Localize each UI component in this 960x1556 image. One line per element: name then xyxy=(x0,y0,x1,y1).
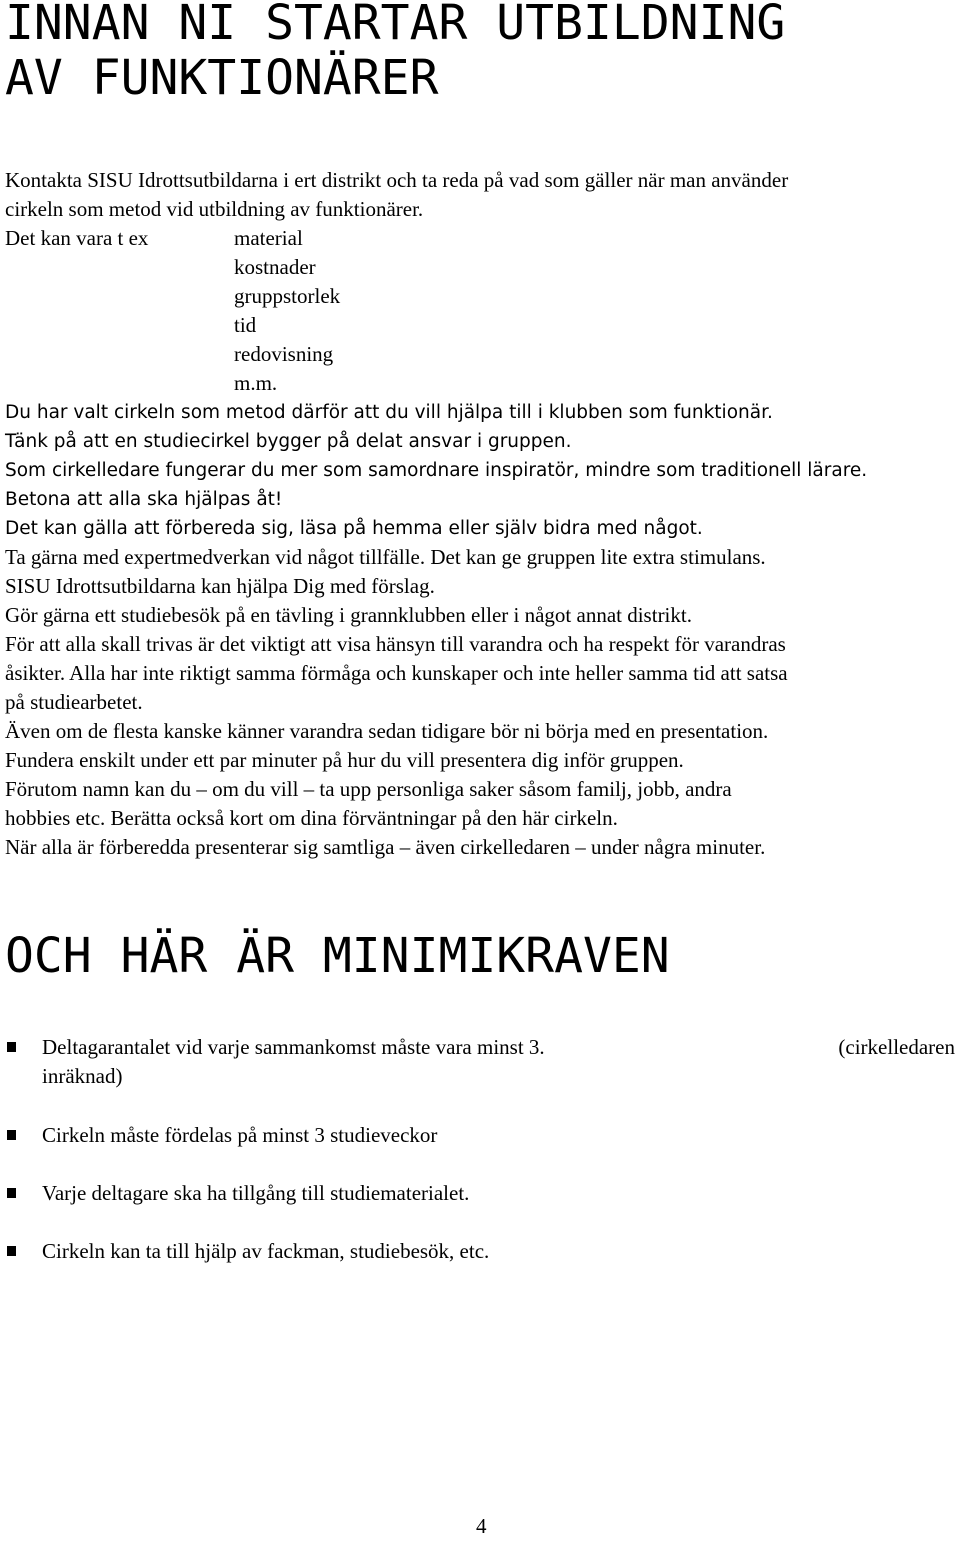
examples-list xyxy=(5,224,960,398)
paragraph-line: Fundera enskilt under ett par minuter på hur du vill presentera dig inför gruppen. xyxy=(5,748,684,772)
paragraph-line: Du har valt cirkeln som metod därför att du vill hjälpa till i klubben som funktionär. xyxy=(5,402,773,423)
paragraph-line: Det kan gälla att förbereda sig, läsa på hemma eller själv bidra med något. xyxy=(5,518,703,539)
list-item-text: Deltagarantalet vid varje sammankomst måste vara minst 3. xyxy=(42,1035,545,1059)
list-item xyxy=(0,1121,955,1150)
paragraph-line: åsikter. Alla har inte riktigt samma förmåga och kunskaper och inte heller samma tid att satsa xyxy=(5,661,788,685)
example-item: redovisning xyxy=(234,342,334,366)
body-section xyxy=(5,166,960,862)
paragraph-line: SISU Idrottsutbildarna kan hjälpa Dig med förslag. xyxy=(5,574,435,598)
list-item xyxy=(0,1237,955,1266)
page-heading xyxy=(5,0,785,106)
paragraph-line: Som cirkelledare fungerar du mer som samordnare inspiratör, mindre som traditionell lärare. xyxy=(5,460,868,481)
paragraph-line: Gör gärna ett studiebesök på en tävling i grannklubben eller i något annat distrikt. xyxy=(5,603,692,627)
list-item xyxy=(0,1033,955,1091)
paragraph-line: Även om de flesta kanske känner varandra sedan tidigare bör ni börja med en presentation. xyxy=(5,719,769,743)
paragraph-line: Förutom namn kan du – om du vill – ta upp personliga saker såsom familj, jobb, andra xyxy=(5,777,732,801)
example-item: gruppstorlek xyxy=(234,284,341,308)
square-bullet-icon xyxy=(7,1130,16,1140)
requirements-list xyxy=(0,1033,960,1266)
page-number: 4 xyxy=(476,1514,487,1538)
examples-label: Det kan vara t ex xyxy=(5,226,149,250)
paragraph-line: hobbies etc. Berätta också kort om dina förväntningar på den här cirkeln. xyxy=(5,806,618,830)
paragraph-line: cirkeln som metod vid utbildning av funktionärer. xyxy=(5,197,424,221)
list-item-text: (cirkelledaren xyxy=(838,1035,955,1059)
list-item-text: Cirkeln kan ta till hjälp av fackman, studiebesök, etc. xyxy=(42,1239,490,1263)
paragraph-line: Tänk på att en studiecirkel bygger på delat ansvar i gruppen. xyxy=(5,431,572,452)
list-item xyxy=(0,1179,955,1208)
paragraph-line: Ta gärna med expertmedverkan vid något tillfälle. Det kan ge gruppen lite extra stimulans. xyxy=(5,545,766,569)
example-item: kostnader xyxy=(234,255,316,279)
list-item-text: Varje deltagare ska ha tillgång till studiematerialet. xyxy=(42,1181,470,1205)
section-heading: OCH HÄR ÄR MINIMIKRAVEN xyxy=(5,928,670,984)
example-item: tid xyxy=(234,313,257,337)
heading-line: INNAN NI STARTAR UTBILDNING xyxy=(5,0,786,51)
square-bullet-icon xyxy=(7,1188,16,1198)
list-item-text: Cirkeln måste fördelas på minst 3 studieveckor xyxy=(42,1123,438,1147)
heading-line: AV FUNKTIONÄRER xyxy=(5,50,439,106)
example-item: m.m. xyxy=(234,371,278,395)
paragraph-line: När alla är förberedda presenterar sig samtliga – även cirkelledaren – under några minuter. xyxy=(5,835,766,859)
square-bullet-icon xyxy=(7,1246,16,1256)
list-item-text: inräknad) xyxy=(42,1064,123,1088)
paragraph-line: Betona att alla ska hjälpas åt! xyxy=(5,489,283,510)
paragraph-line: Kontakta SISU Idrottsutbildarna i ert distrikt och ta reda på vad som gäller när man använder xyxy=(5,168,789,192)
paragraph-line: på studiearbetet. xyxy=(5,690,143,714)
square-bullet-icon xyxy=(7,1042,16,1052)
paragraph-line: För att alla skall trivas är det viktigt att visa hänsyn till varandra och ha respekt för varandras xyxy=(5,632,786,656)
example-item: material xyxy=(234,226,303,250)
